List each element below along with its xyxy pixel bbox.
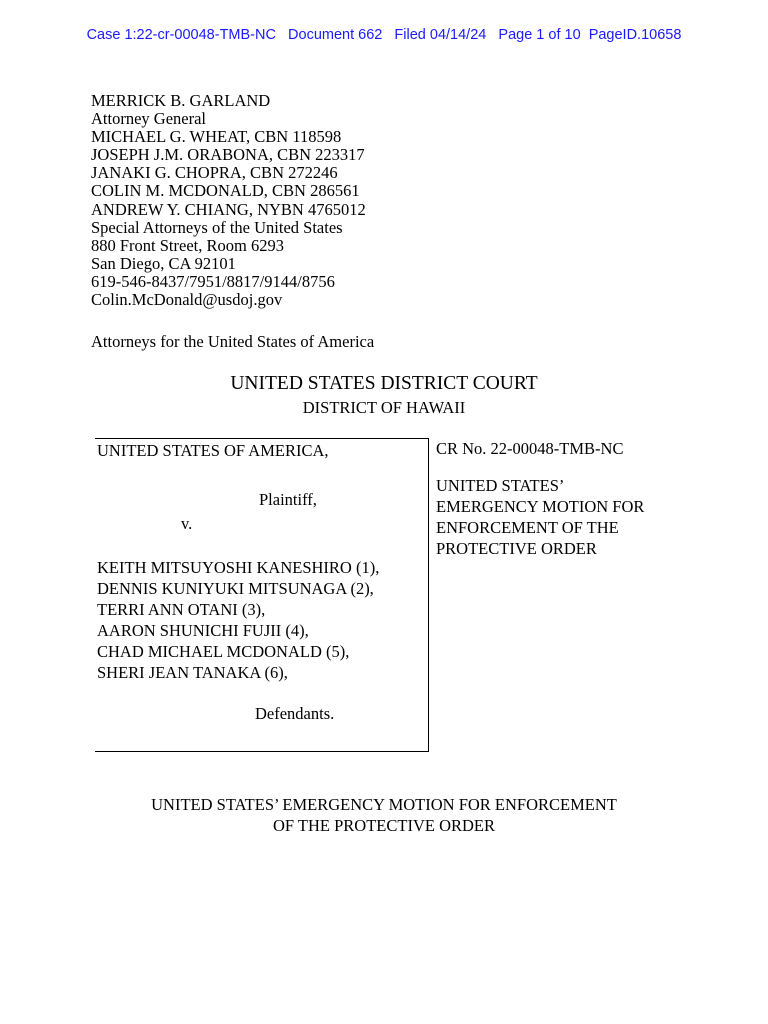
plaintiff-role: Plaintiff,	[259, 490, 317, 509]
defendants-role: Defendants.	[255, 704, 335, 723]
defendant-name: SHERI JEAN TANAKA (6),	[97, 663, 288, 682]
counsel-line: JOSEPH J.M. ORABONA, CBN 223317	[91, 145, 365, 165]
motion-title-line: EMERGENCY MOTION FOR	[436, 497, 645, 516]
caption-motion-title	[436, 475, 644, 559]
counsel-line: San Diego, CA 92101	[91, 253, 236, 273]
versus-label: v.	[181, 514, 193, 533]
document-title-line: OF THE PROTECTIVE ORDER	[273, 816, 495, 835]
counsel-line: ANDREW Y. CHIANG, NYBN 4765012	[91, 199, 366, 219]
case-number: CR No. 22-00048-TMB-NC	[436, 439, 624, 458]
attorneys-for-line: Attorneys for the United States of America	[91, 332, 375, 351]
defendant-name: DENNIS KUNIYUKI MITSUNAGA (2),	[97, 579, 374, 598]
document-title-line: UNITED STATES’ EMERGENCY MOTION FOR ENFORCEMENT	[151, 795, 617, 814]
counsel-line: 880 Front Street, Room 6293	[91, 235, 284, 255]
court-district: DISTRICT OF HAWAII	[302, 398, 466, 417]
motion-title-line: UNITED STATES’	[436, 476, 565, 495]
counsel-line: Special Attorneys of the United States	[91, 217, 343, 237]
counsel-line: COLIN M. MCDONALD, CBN 286561	[91, 181, 360, 201]
motion-title-line: ENFORCEMENT OF THE	[436, 518, 619, 537]
counsel-line: MERRICK B. GARLAND	[91, 91, 271, 110]
motion-title-line: PROTECTIVE ORDER	[436, 539, 597, 558]
counsel-line: Attorney General	[91, 109, 206, 129]
document-title	[0, 794, 768, 836]
counsel-line: MICHAEL G. WHEAT, CBN 118598	[91, 127, 342, 147]
counsel-email: Colin.McDonald@usdoj.gov	[91, 290, 283, 310]
ecf-filing-header: Case 1:22-cr-00048-TMB-NC Document 662 Filed 04/14/24 Page 1 of 10 PageID.10658	[86, 27, 682, 43]
counsel-line: JANAKI G. CHOPRA, CBN 272246	[91, 163, 338, 183]
defendant-name: AARON SHUNICHI FUJII (4),	[97, 621, 309, 640]
defendant-name: TERRI ANN OTANI (3),	[97, 600, 266, 619]
plaintiff-name: UNITED STATES OF AMERICA,	[97, 441, 329, 460]
counsel-block	[91, 92, 366, 309]
defendant-list	[97, 557, 379, 683]
counsel-line: 619-546-8437/7951/8817/9144/8756	[91, 271, 335, 291]
defendant-name: CHAD MICHAEL MCDONALD (5),	[97, 642, 350, 661]
court-name: UNITED STATES DISTRICT COURT	[230, 373, 538, 394]
defendant-name: KEITH MITSUYOSHI KANESHIRO (1),	[97, 558, 380, 577]
